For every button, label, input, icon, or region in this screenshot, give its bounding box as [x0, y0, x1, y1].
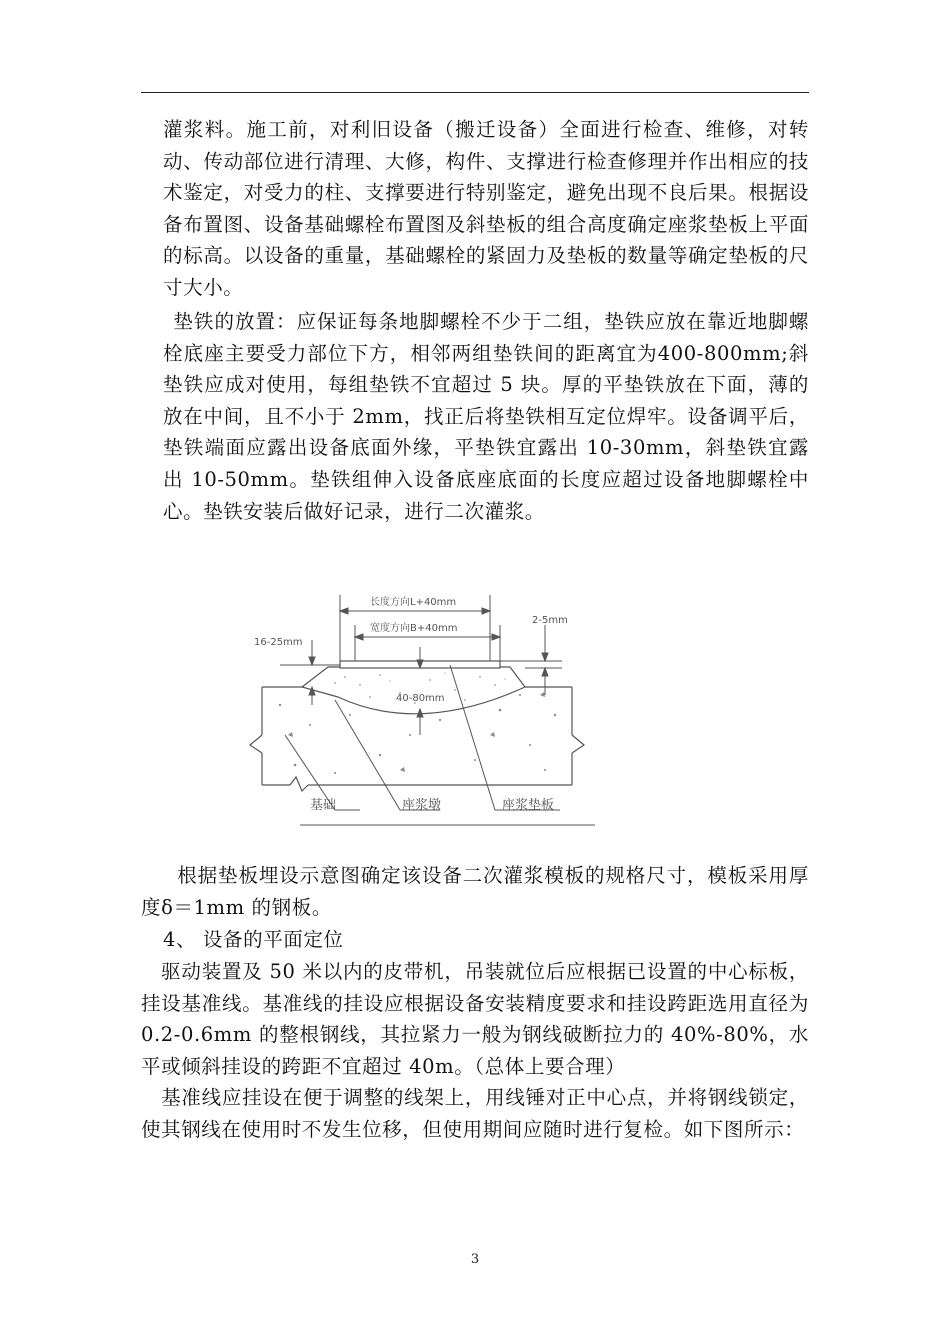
- paragraph-formwork-spec: [141, 860, 809, 923]
- paragraph-formwork-spec-text: 根据垫板埋设示意图确定该设备二次灌浆模板的规格尺寸，模板采用厚度δ＝1mm 的钢板。: [141, 864, 809, 919]
- paragraph-grouting-inspection: 灌浆料。施工前，对利旧设备（搬迁设备）全面进行检查、维修，对转动、传动部位进行清理、大修，构件、支撑进行检查修理并作出相应的技术鉴定，对受力的柱、支撑要进行特别鉴定，避免出现不良后果。根据设备布置图、设备基础螺栓布置图及斜垫板的组合高度确定座浆垫板上平面的标高。以设备的重量，基础螺栓的紧固力及垫板的数量等确定垫板的尺寸大小。: [163, 118, 809, 299]
- foundation-label: 基础: [310, 798, 337, 813]
- length-dimension-label: 长度方向L+40mm: [370, 597, 457, 608]
- grout-pad: [302, 667, 525, 714]
- section-heading-plane-positioning: 4、 设备的平面定位: [163, 928, 344, 951]
- paragraph-baseline-frame-text: 基准线应挂设在便于调整的线架上，用线锤对正中心点，并将钢线锁定，使其钢线在使用时不发生位移，但使用期间应随时进行复检。如下图所示：: [141, 1086, 809, 1141]
- page-number: 3: [470, 1252, 480, 1267]
- gap-dimension-label: 2-5mm: [532, 615, 568, 626]
- shim-embedding-diagram: [240, 585, 600, 830]
- depth-dimension-label: 40-80mm: [396, 693, 445, 704]
- paragraph-baseline-setup: [141, 956, 809, 1082]
- paragraph-shim-placement: [163, 306, 809, 527]
- header-rule: [141, 92, 809, 93]
- width-dimension-label: 宽度方向B+40mm: [370, 623, 458, 634]
- paragraph-baseline-frame: [141, 1082, 809, 1145]
- paragraph-baseline-setup-text: 驱动装置及 50 米以内的皮带机，吊装就位后应根据已设置的中心标板，挂设基准线。基准线的挂设应根据设备安装精度要求和挂设跨距选用直径为 0.2-0.6mm 的整根钢线，其拉紧力一般为钢线破断拉力的 40%-80%，水平或倾斜挂设的跨距不宜超过 40m。（总体上要合理）: [141, 960, 809, 1078]
- grout-pad-label: 座浆墩: [402, 798, 442, 813]
- height-dimension-label: 16-25mm: [254, 637, 303, 648]
- paragraph-shim-placement-text: 垫铁的放置：应保证每条地脚螺栓不少于二组，垫铁应放在靠近地脚螺栓底座主要受力部位下方，相邻两组垫铁间的距离宜为400-800mm;斜垫铁应成对使用，每组垫铁不宜超过 5 块。厚的平垫铁放在下面，薄的放在中间，且不小于 2mm，找正后将垫铁相互定位焊牢。设备调平后，垫铁端面应露出设备底面外缘，平垫铁宜露出 10-30mm，斜垫铁宜露出 10-50mm。垫铁组伸入设备底座底面的长度应超过设备地脚螺栓中心。垫铁安装后做好记录，进行二次灌浆。: [163, 310, 809, 523]
- grout-plate-label: 座浆垫板: [502, 798, 555, 813]
